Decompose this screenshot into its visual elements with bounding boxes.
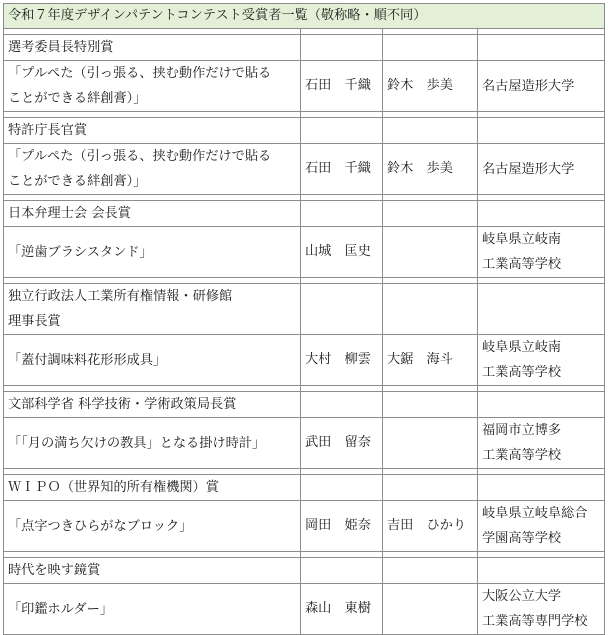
recipient-name-1: 大村 柳雲: [301, 335, 383, 386]
school-name-line: 福岡市立博多: [482, 423, 562, 438]
work-title-line: ことができる絆創膏）」: [8, 174, 147, 189]
recipient-name-1: 石田 千織: [301, 144, 383, 195]
table-heading: 令和７年度デザインパテントコンテスト受賞者一覧（敬称略・順不同）: [4, 4, 605, 29]
work-title-line: 「逆歯ブラシスタンド」: [8, 244, 153, 260]
recipient-name-1: 石田 千織: [301, 61, 383, 112]
recipient-name-2: [383, 584, 478, 635]
award-detail-row: [4, 335, 605, 386]
school-name-line: 学園高等学校: [482, 531, 562, 546]
work-title: [4, 61, 301, 112]
empty-cell: [383, 558, 478, 584]
recipient-name-1: 森山 東樹: [301, 584, 383, 635]
work-title-line: ことができる絆創膏）」: [8, 91, 147, 106]
award-title: [4, 558, 301, 584]
school-name: [478, 61, 605, 112]
award-title: [4, 284, 301, 335]
empty-cell: [478, 35, 605, 61]
empty-cell: [383, 284, 478, 335]
work-title-line: 「蓋付調味料花形形成具」: [8, 352, 167, 368]
award-title-line: 日本弁理士会 会長賞: [8, 206, 131, 221]
recipient-name-2: 大鋸 海斗: [383, 335, 478, 386]
empty-cell: [383, 475, 478, 501]
work-title-line: 「プルペた（引っ張る、挟む動作だけで貼る: [8, 66, 272, 81]
award-title-row: [4, 558, 605, 584]
award-detail-row: [4, 227, 605, 278]
empty-cell: [478, 475, 605, 501]
award-title-line: 理事長賞: [8, 314, 61, 329]
award-title-row: [4, 118, 605, 144]
work-title: [4, 335, 301, 386]
empty-cell: [301, 35, 383, 61]
work-title: [4, 227, 301, 278]
recipient-name-2: 吉田 ひかり: [383, 501, 478, 552]
award-title-line: 時代を映す鏡賞: [8, 563, 101, 578]
award-title: [4, 35, 301, 61]
recipient-name-1: 岡田 姫奈: [301, 501, 383, 552]
award-title-line: 特許庁長官賞: [8, 123, 88, 138]
table-heading-row: [4, 4, 605, 29]
school-name-line: 岐阜県立岐南: [482, 232, 562, 247]
school-name: [478, 144, 605, 195]
award-title-line: 独立行政法人工業所有権情報・研修館: [8, 289, 233, 304]
work-title-line: 「プルペた（引っ張る、挟む動作だけで貼る: [8, 149, 272, 164]
school-name-line: 名古屋造形大学: [482, 78, 575, 94]
award-title: [4, 201, 301, 227]
empty-cell: [301, 284, 383, 335]
award-title-line: 選考委員長特別賞: [8, 40, 114, 55]
award-title: [4, 392, 301, 418]
empty-cell: [383, 35, 478, 61]
empty-cell: [478, 392, 605, 418]
empty-cell: [478, 558, 605, 584]
empty-cell: [301, 558, 383, 584]
award-detail-row: [4, 584, 605, 635]
empty-cell: [383, 201, 478, 227]
award-title-row: [4, 475, 605, 501]
awards-table: [3, 3, 605, 635]
recipient-name-2: 鈴木 歩美: [383, 144, 478, 195]
award-detail-row: [4, 501, 605, 552]
school-name-line: 工業高等専門学校: [482, 614, 588, 629]
award-title-row: [4, 392, 605, 418]
empty-cell: [478, 118, 605, 144]
empty-cell: [383, 118, 478, 144]
school-name-line: 工業高等学校: [482, 257, 562, 272]
work-title: [4, 501, 301, 552]
recipient-name-1: 武田 留奈: [301, 418, 383, 469]
empty-cell: [301, 118, 383, 144]
recipient-name-2: 鈴木 歩美: [383, 61, 478, 112]
empty-cell: [301, 201, 383, 227]
award-detail-row: [4, 61, 605, 112]
empty-cell: [301, 475, 383, 501]
award-title: [4, 475, 301, 501]
school-name-line: 名古屋造形大学: [482, 161, 575, 177]
school-name: [478, 501, 605, 552]
award-detail-row: [4, 418, 605, 469]
award-title-line: 文部科学省 科学技術・学術政策局長賞: [8, 397, 237, 412]
school-name: [478, 227, 605, 278]
award-title-line: ＷＩＰＯ（世界知的所有権機関）賞: [8, 480, 219, 495]
school-name: [478, 584, 605, 635]
awards-document: [3, 3, 604, 635]
work-title: [4, 584, 301, 635]
school-name: [478, 335, 605, 386]
work-title-line: 「「月の満ち欠けの教具」となる掛け時計」: [8, 435, 266, 451]
school-name: [478, 418, 605, 469]
award-title-row: [4, 35, 605, 61]
recipient-name-1: 山城 匡史: [301, 227, 383, 278]
school-name-line: 工業高等学校: [482, 448, 562, 463]
school-name-line: 岐阜県立岐南: [482, 340, 562, 355]
school-name-line: 岐阜県立岐阜総合: [482, 506, 588, 521]
recipient-name-2: [383, 418, 478, 469]
award-detail-row: [4, 144, 605, 195]
work-title-line: 「印鑑ホルダー」: [8, 601, 113, 617]
work-title: [4, 144, 301, 195]
recipient-name-2: [383, 227, 478, 278]
work-title-line: 「点字つきひらがなブロック」: [8, 518, 193, 534]
school-name-line: 工業高等学校: [482, 365, 562, 380]
work-title: [4, 418, 301, 469]
award-title-row: [4, 284, 605, 335]
award-title-row: [4, 201, 605, 227]
empty-cell: [478, 284, 605, 335]
award-title: [4, 118, 301, 144]
empty-cell: [478, 201, 605, 227]
empty-cell: [383, 392, 478, 418]
school-name-line: 大阪公立大学: [482, 589, 562, 604]
empty-cell: [301, 392, 383, 418]
